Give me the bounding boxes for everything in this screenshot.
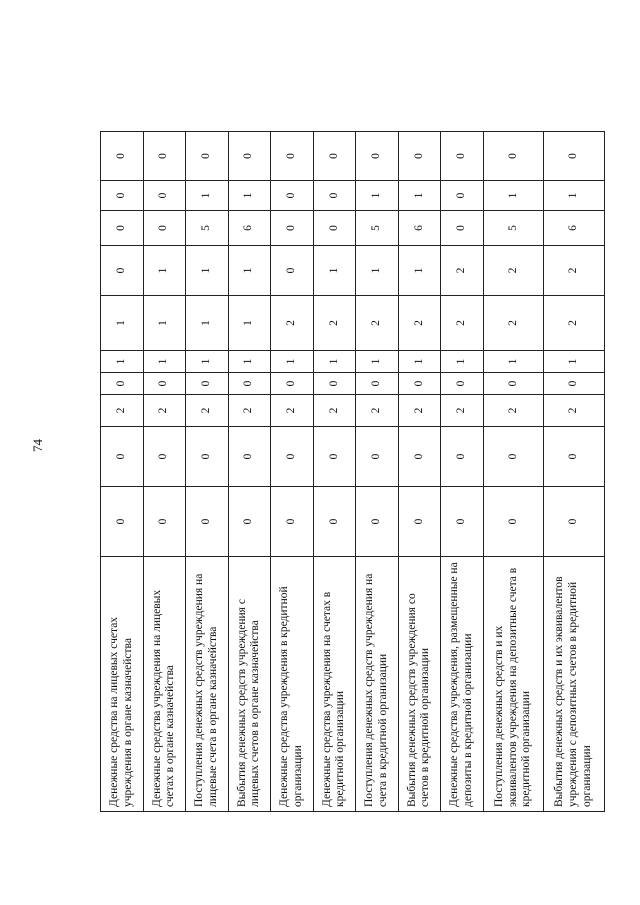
code-cell: 0 <box>398 132 441 181</box>
code-cell: 1 <box>398 181 441 211</box>
table-row <box>483 132 544 812</box>
code-cell: 2 <box>398 296 441 351</box>
code-cell: 0 <box>228 132 271 181</box>
code-cell: 1 <box>143 296 186 351</box>
code-cell: 1 <box>544 181 605 211</box>
code-cell: 0 <box>483 373 544 395</box>
code-cell: 1 <box>441 351 484 373</box>
code-cell: 0 <box>313 132 356 181</box>
code-cell: 2 <box>271 296 314 351</box>
code-cell: 1 <box>186 351 229 373</box>
page-number: 74 <box>30 439 45 452</box>
row-label: Денежные средства учреждения на счетах в кредитной организации <box>313 557 356 812</box>
row-label: Поступления денежных средств и их эквивалентов учреждения на депозитные счета в кредитной организации <box>483 557 544 812</box>
code-cell: 2 <box>313 395 356 427</box>
code-cell: 1 <box>186 181 229 211</box>
accounts-table <box>100 131 605 812</box>
code-cell: 1 <box>271 351 314 373</box>
code-cell: 0 <box>271 427 314 487</box>
code-cell: 2 <box>356 395 399 427</box>
code-cell: 0 <box>101 373 144 395</box>
row-label: Денежные средства учреждения на лицевых счетах в органе казначейства <box>143 557 186 812</box>
row-label: Поступления денежных средств учреждения на лицевые счета в органе казначейства <box>186 557 229 812</box>
code-cell: 2 <box>313 296 356 351</box>
code-cell: 0 <box>271 132 314 181</box>
code-cell: 0 <box>313 427 356 487</box>
code-cell: 6 <box>544 211 605 246</box>
code-cell: 0 <box>313 487 356 557</box>
code-cell: 0 <box>441 181 484 211</box>
code-cell: 0 <box>398 487 441 557</box>
code-cell: 0 <box>544 373 605 395</box>
code-cell: 5 <box>186 211 229 246</box>
code-cell: 1 <box>398 246 441 296</box>
code-cell: 0 <box>143 211 186 246</box>
code-cell: 0 <box>313 211 356 246</box>
code-cell: 2 <box>271 395 314 427</box>
code-cell: 2 <box>544 395 605 427</box>
code-cell: 1 <box>313 246 356 296</box>
code-cell: 1 <box>101 296 144 351</box>
code-cell: 1 <box>483 351 544 373</box>
code-cell: 2 <box>441 395 484 427</box>
code-cell: 0 <box>271 181 314 211</box>
accounts-table-wrapper <box>100 132 605 812</box>
code-cell: 0 <box>483 132 544 181</box>
code-cell: 0 <box>228 373 271 395</box>
code-cell: 0 <box>101 487 144 557</box>
code-cell: 0 <box>356 373 399 395</box>
row-label: Выбытия денежных средств учреждения со счетов в кредитной организации <box>398 557 441 812</box>
code-cell: 1 <box>186 246 229 296</box>
table-row <box>186 132 229 812</box>
code-cell: 0 <box>483 427 544 487</box>
code-cell: 0 <box>186 427 229 487</box>
code-cell: 2 <box>544 246 605 296</box>
code-cell: 2 <box>101 395 144 427</box>
code-cell: 0 <box>143 427 186 487</box>
code-cell: 2 <box>544 296 605 351</box>
code-cell: 0 <box>101 427 144 487</box>
code-cell: 2 <box>441 246 484 296</box>
code-cell: 0 <box>101 181 144 211</box>
code-cell: 0 <box>143 373 186 395</box>
code-cell: 1 <box>228 296 271 351</box>
code-cell: 0 <box>228 487 271 557</box>
table-row <box>313 132 356 812</box>
code-cell: 0 <box>441 211 484 246</box>
code-cell: 0 <box>186 487 229 557</box>
code-cell: 0 <box>101 246 144 296</box>
code-cell: 2 <box>483 395 544 427</box>
code-cell: 2 <box>483 246 544 296</box>
row-label: Выбытия денежных средств и их эквивалентов учреждения с депозитных счетов в кредитной организации <box>544 557 605 812</box>
table-row <box>228 132 271 812</box>
code-cell: 0 <box>186 132 229 181</box>
code-cell: 0 <box>313 373 356 395</box>
code-cell: 6 <box>228 211 271 246</box>
code-cell: 0 <box>356 487 399 557</box>
code-cell: 1 <box>483 181 544 211</box>
code-cell: 1 <box>313 351 356 373</box>
code-cell: 0 <box>356 132 399 181</box>
code-cell: 0 <box>271 246 314 296</box>
code-cell: 1 <box>228 246 271 296</box>
code-cell: 5 <box>356 211 399 246</box>
table-row <box>271 132 314 812</box>
row-label: Поступления денежных средств учреждения на счета в кредитной организации <box>356 557 399 812</box>
code-cell: 6 <box>398 211 441 246</box>
table-row <box>143 132 186 812</box>
code-cell: 0 <box>143 181 186 211</box>
row-label: Выбытия денежных средств учреждения с лицевых счетов в органе казначейства <box>228 557 271 812</box>
code-cell: 0 <box>186 373 229 395</box>
table-row <box>398 132 441 812</box>
row-label: Денежные средства на лицевых счетах учреждения в органе казначейства <box>101 557 144 812</box>
code-cell: 0 <box>441 132 484 181</box>
code-cell: 0 <box>271 373 314 395</box>
code-cell: 0 <box>544 487 605 557</box>
code-cell: 1 <box>544 351 605 373</box>
code-cell: 1 <box>228 181 271 211</box>
code-cell: 1 <box>186 296 229 351</box>
code-cell: 1 <box>101 351 144 373</box>
code-cell: 0 <box>101 132 144 181</box>
code-cell: 1 <box>143 351 186 373</box>
code-cell: 0 <box>101 211 144 246</box>
code-cell: 0 <box>228 427 271 487</box>
row-label: Денежные средства учреждения в кредитной организации <box>271 557 314 812</box>
code-cell: 1 <box>398 351 441 373</box>
code-cell: 1 <box>356 181 399 211</box>
code-cell: 2 <box>228 395 271 427</box>
code-cell: 5 <box>483 211 544 246</box>
table-row <box>441 132 484 812</box>
code-cell: 2 <box>441 296 484 351</box>
code-cell: 0 <box>143 132 186 181</box>
code-cell: 1 <box>143 246 186 296</box>
code-cell: 0 <box>271 211 314 246</box>
table-row <box>544 132 605 812</box>
table-row <box>101 132 144 812</box>
code-cell: 1 <box>228 351 271 373</box>
code-cell: 0 <box>271 487 314 557</box>
row-label: Денежные средства учреждения, размещенные на депозиты в кредитной организации <box>441 557 484 812</box>
code-cell: 0 <box>544 427 605 487</box>
code-cell: 2 <box>143 395 186 427</box>
code-cell: 1 <box>356 246 399 296</box>
table-row <box>356 132 399 812</box>
code-cell: 2 <box>186 395 229 427</box>
code-cell: 1 <box>356 351 399 373</box>
code-cell: 0 <box>441 427 484 487</box>
code-cell: 0 <box>356 427 399 487</box>
code-cell: 2 <box>356 296 399 351</box>
code-cell: 2 <box>398 395 441 427</box>
code-cell: 0 <box>398 427 441 487</box>
code-cell: 2 <box>483 296 544 351</box>
code-cell: 0 <box>398 373 441 395</box>
code-cell: 0 <box>544 132 605 181</box>
code-cell: 0 <box>313 181 356 211</box>
code-cell: 0 <box>441 373 484 395</box>
code-cell: 0 <box>143 487 186 557</box>
code-cell: 0 <box>441 487 484 557</box>
code-cell: 0 <box>483 487 544 557</box>
